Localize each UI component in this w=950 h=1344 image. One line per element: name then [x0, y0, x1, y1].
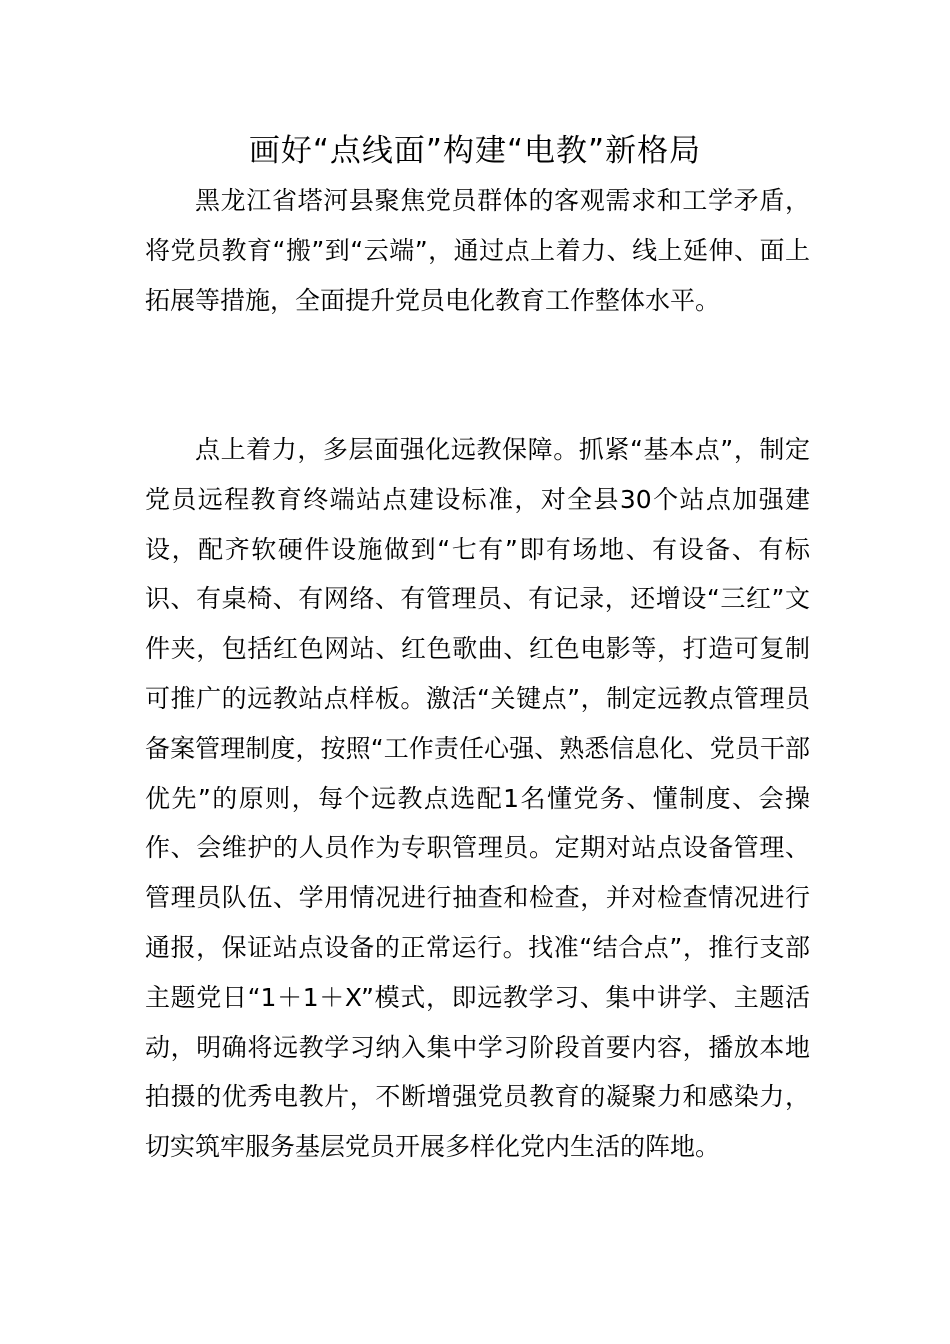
- paragraph-intro: 黑龙江省塔河县聚焦党员群体的客观需求和工学矛盾，将党员教育“搬”到“云端”，通过点上着力、线上延伸、面上拓展等措施，全面提升党员电化教育工作整体水平。: [145, 186, 810, 315]
- document-title: 画好“点线面”构建“电教”新格局: [248, 133, 702, 169]
- paragraph-point-section: 点上着力，多层面强化远教保障。抓紧“基本点”，制定党员远程教育终端站点建设标准，对全县30个站点加强建设，配齐软硬件设施做到“七有”即有场地、有设备、有标识、有桌椅、有网络、有管理员、有记录，还增设“三红”文件夹，包括红色网站、红色歌曲、红色电影等，打造可复制可推广的远教站点样板。激活“关键点”，制定远教点管理员备案管理制度，按照“工作责任心强、熟悉信息化、党员干部优先”的原则，每个远教点选配1名懂党务、懂制度、会操作、会维护的人员作为专职管理员。定期对站点设备管理、管理员队伍、学用情况进行抽查和检查，并对检查情况进行通报，保证站点设备的正常运行。找准“结合点”，推行支部主题党日“1＋1＋X”模式，即远教学习、集中讲学、主题活动，明确将远教学习纳入集中学习阶段首要内容，播放本地拍摄的优秀电教片，不断增强党员教育的凝聚力和感染力，切实筑牢服务基层党员开展多样化党内生活的阵地。: [145, 435, 810, 1162]
